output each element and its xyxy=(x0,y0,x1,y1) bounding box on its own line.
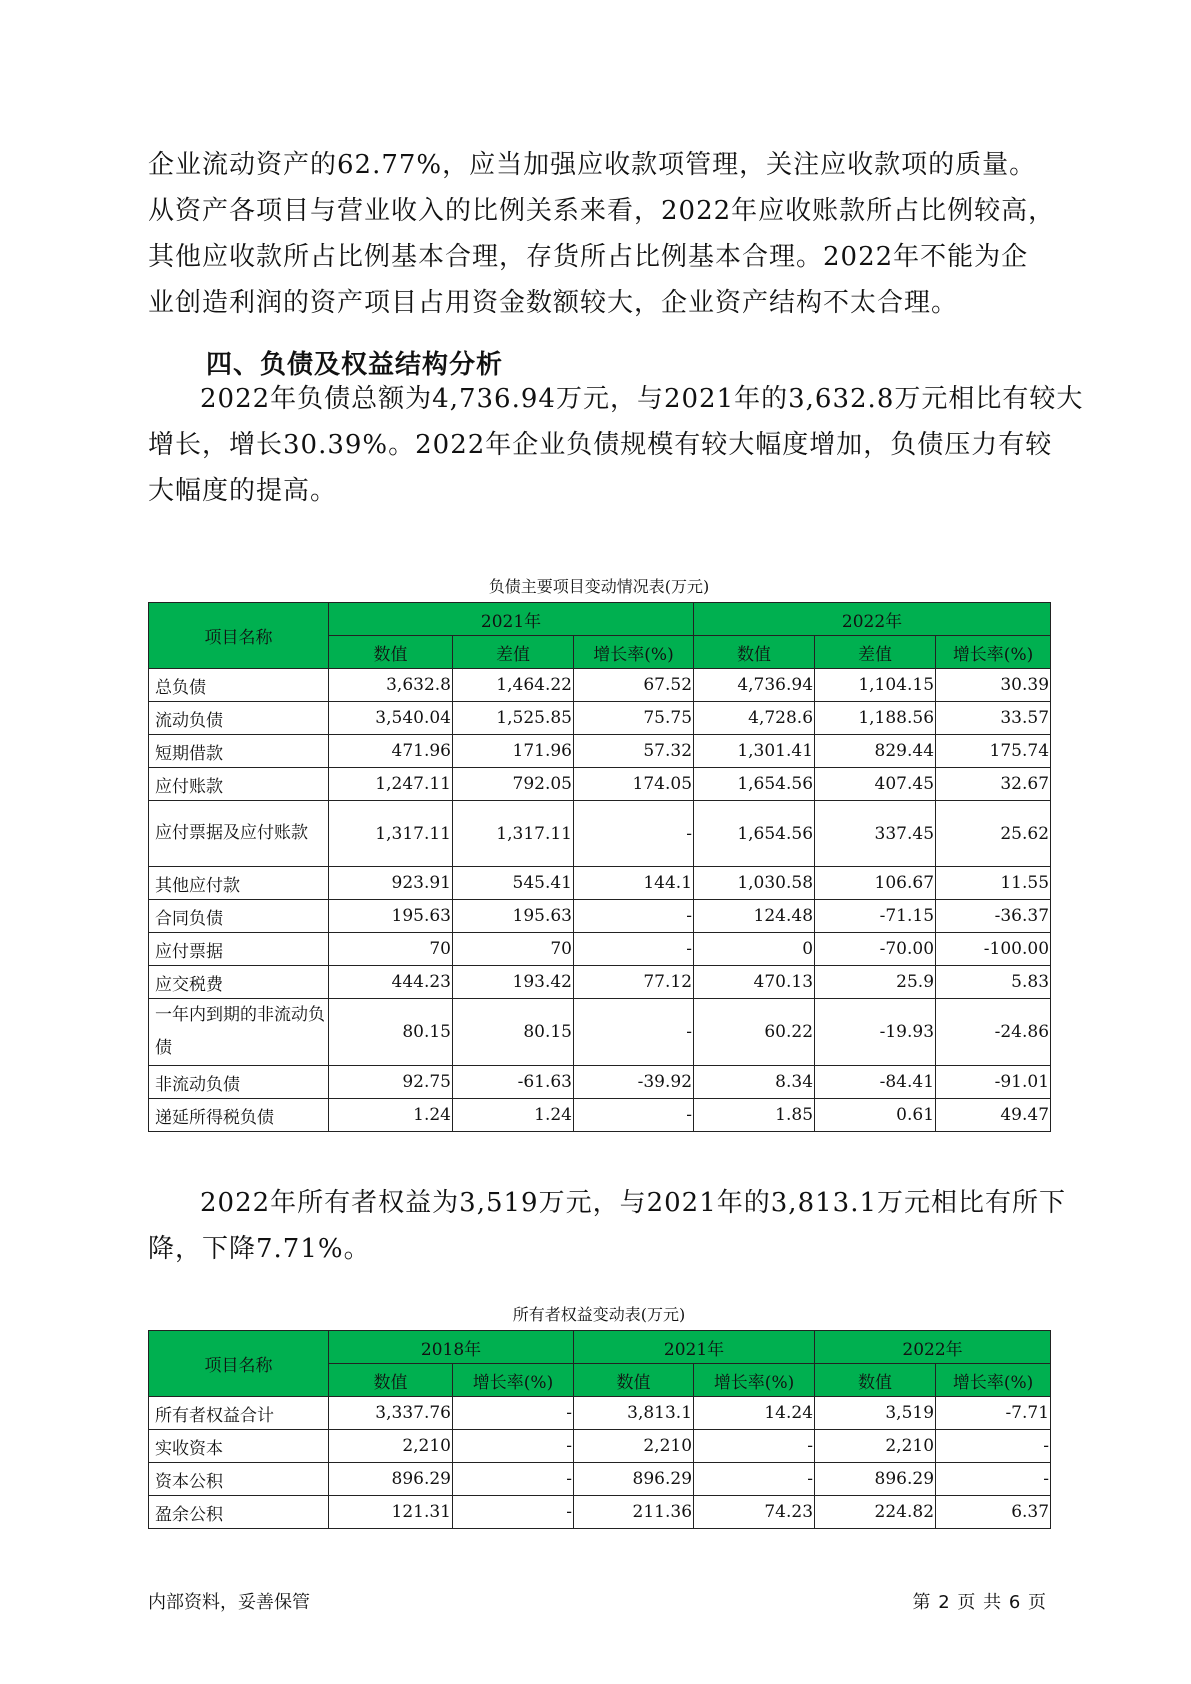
table-cell: 1,030.58 xyxy=(694,867,815,900)
table-cell: 0.61 xyxy=(815,1099,936,1132)
table-cell: 49.47 xyxy=(936,1099,1051,1132)
table-cell: 3,519 xyxy=(815,1397,936,1430)
table-cell: 3,813.1 xyxy=(574,1397,694,1430)
table-cell: 25.62 xyxy=(936,801,1051,867)
table-row xyxy=(149,1463,1051,1496)
table-cell: - xyxy=(574,801,694,867)
table-cell: 3,632.8 xyxy=(329,669,453,702)
paragraph-line: 其他应收款所占比例基本合理，存货所占比例基本合理。2022年不能为企 xyxy=(148,242,1029,272)
table-cell: 60.22 xyxy=(694,999,815,1066)
table-cell: 3,337.76 xyxy=(329,1397,453,1430)
row-label: 应付票据及应付账款 xyxy=(149,801,329,867)
table-cell: 70 xyxy=(453,933,574,966)
liability-table-caption: 负债主要项目变动情况表(万元) xyxy=(488,577,710,596)
table-cell: 4,728.6 xyxy=(694,702,815,735)
paragraph-line: 大幅度的提高。 xyxy=(148,476,338,506)
table-cell: 195.63 xyxy=(329,900,453,933)
table-cell: 80.15 xyxy=(329,999,453,1066)
table-cell: 193.42 xyxy=(453,966,574,999)
row-label: 递延所得税负债 xyxy=(149,1099,329,1132)
table-cell: - xyxy=(574,1099,694,1132)
table-cell: - xyxy=(694,1430,815,1463)
paragraph-line: 2022年所有者权益为3,519万元，与2021年的3,813.1万元相比有所下 xyxy=(200,1188,1067,1218)
table-cell: 407.45 xyxy=(815,768,936,801)
table-cell: 1,188.56 xyxy=(815,702,936,735)
table-row xyxy=(149,669,1051,702)
year-header: 2022年 xyxy=(815,1331,1051,1364)
liability-table xyxy=(148,602,1051,1132)
paragraph-line: 增长，增长30.39%。2022年企业负债规模有较大幅度增加，负债压力有较 xyxy=(148,430,1053,460)
paragraph-line: 2022年负债总额为4,736.94万元，与2021年的3,632.8万元相比有较大 xyxy=(200,384,1084,414)
row-label: 总负债 xyxy=(149,669,329,702)
table-cell: 175.74 xyxy=(936,735,1051,768)
table-cell: 30.39 xyxy=(936,669,1051,702)
table-cell: 444.23 xyxy=(329,966,453,999)
table-cell: 57.32 xyxy=(574,735,694,768)
table-cell: 1.24 xyxy=(329,1099,453,1132)
table-cell: 32.67 xyxy=(936,768,1051,801)
table-cell: 471.96 xyxy=(329,735,453,768)
column-header: 数值 xyxy=(815,1364,936,1397)
table-cell: -84.41 xyxy=(815,1066,936,1099)
table-cell: 92.75 xyxy=(329,1066,453,1099)
table-cell: 896.29 xyxy=(574,1463,694,1496)
table-row xyxy=(149,1066,1051,1099)
table-cell: 33.57 xyxy=(936,702,1051,735)
table-cell: 74.23 xyxy=(694,1496,815,1529)
table-cell: 75.75 xyxy=(574,702,694,735)
paragraph-line: 降，下降7.71%。 xyxy=(148,1234,371,1264)
table-cell: - xyxy=(936,1463,1051,1496)
table-cell: 67.52 xyxy=(574,669,694,702)
table-cell: - xyxy=(453,1463,574,1496)
table-cell: 4,736.94 xyxy=(694,669,815,702)
table-row xyxy=(149,867,1051,900)
column-header: 增长率(%) xyxy=(574,636,694,669)
table-cell: 337.45 xyxy=(815,801,936,867)
column-header: 差值 xyxy=(815,636,936,669)
table-cell: 121.31 xyxy=(329,1496,453,1529)
table-cell: 224.82 xyxy=(815,1496,936,1529)
table-row xyxy=(149,1430,1051,1463)
year-header: 2018年 xyxy=(329,1331,574,1364)
paragraph-line: 企业流动资产的62.77%，应当加强应收款项管理，关注应收款项的质量。 xyxy=(148,150,1037,180)
row-label: 所有者权益合计 xyxy=(149,1397,329,1430)
table-cell: - xyxy=(574,900,694,933)
column-header: 增长率(%) xyxy=(936,636,1051,669)
row-label: 应交税费 xyxy=(149,966,329,999)
table-cell: 896.29 xyxy=(815,1463,936,1496)
row-label: 应付票据 xyxy=(149,933,329,966)
paragraph-line: 业创造利润的资产项目占用资金数额较大，企业资产结构不太合理。 xyxy=(148,288,959,318)
table-cell: 1,525.85 xyxy=(453,702,574,735)
table-cell: 1,654.56 xyxy=(694,801,815,867)
footer-confidential-note: 内部资料，妥善保管 xyxy=(148,1592,310,1613)
table-cell: 5.83 xyxy=(936,966,1051,999)
row-label: 一年内到期的非流动负债 xyxy=(149,999,329,1066)
row-label: 实收资本 xyxy=(149,1430,329,1463)
table-cell: 1,654.56 xyxy=(694,768,815,801)
table-cell: 1,317.11 xyxy=(329,801,453,867)
table-row xyxy=(149,801,1051,867)
table-cell: -24.86 xyxy=(936,999,1051,1066)
row-label: 短期借款 xyxy=(149,735,329,768)
table-row xyxy=(149,999,1051,1066)
table-row xyxy=(149,1397,1051,1430)
column-header: 增长率(%) xyxy=(694,1364,815,1397)
table-cell: 2,210 xyxy=(329,1430,453,1463)
table-cell: 896.29 xyxy=(329,1463,453,1496)
row-label: 应付账款 xyxy=(149,768,329,801)
table-row xyxy=(149,702,1051,735)
column-header: 数值 xyxy=(574,1364,694,1397)
table-cell: - xyxy=(574,933,694,966)
liability-paragraph xyxy=(148,376,1084,514)
table-cell: 144.1 xyxy=(574,867,694,900)
table-cell: 0 xyxy=(694,933,815,966)
table-cell: 1,247.11 xyxy=(329,768,453,801)
table-cell: 1.24 xyxy=(453,1099,574,1132)
table-row xyxy=(149,768,1051,801)
table-cell: 1,104.15 xyxy=(815,669,936,702)
table-cell: 174.05 xyxy=(574,768,694,801)
row-label: 非流动负债 xyxy=(149,1066,329,1099)
table-cell: 80.15 xyxy=(453,999,574,1066)
row-label: 盈余公积 xyxy=(149,1496,329,1529)
table-cell: 106.67 xyxy=(815,867,936,900)
column-header: 增长率(%) xyxy=(453,1364,574,1397)
table-cell: 124.48 xyxy=(694,900,815,933)
table-cell: 1.85 xyxy=(694,1099,815,1132)
table-cell: - xyxy=(574,999,694,1066)
year-header: 2021年 xyxy=(574,1331,815,1364)
table-cell: -70.00 xyxy=(815,933,936,966)
table-row xyxy=(149,1099,1051,1132)
column-header: 数值 xyxy=(694,636,815,669)
item-name-header: 项目名称 xyxy=(149,1331,329,1397)
table-cell: 2,210 xyxy=(574,1430,694,1463)
table-cell: -36.37 xyxy=(936,900,1051,933)
table-cell: 923.91 xyxy=(329,867,453,900)
table-cell: 6.37 xyxy=(936,1496,1051,1529)
paragraph-line: 从资产各项目与营业收入的比例关系来看，2022年应收账款所占比例较高， xyxy=(148,196,1056,226)
section-heading: 四、负债及权益结构分析 xyxy=(206,350,504,380)
row-label: 合同负债 xyxy=(149,900,329,933)
table-cell: 1,464.22 xyxy=(453,669,574,702)
row-label: 流动负债 xyxy=(149,702,329,735)
table-cell: 3,540.04 xyxy=(329,702,453,735)
column-header: 数值 xyxy=(329,636,453,669)
column-header: 差值 xyxy=(453,636,574,669)
table-cell: 545.41 xyxy=(453,867,574,900)
table-cell: -39.92 xyxy=(574,1066,694,1099)
table-row xyxy=(149,933,1051,966)
table-cell: 2,210 xyxy=(815,1430,936,1463)
table-cell: -19.93 xyxy=(815,999,936,1066)
table-row xyxy=(149,966,1051,999)
table-cell: 195.63 xyxy=(453,900,574,933)
table-cell: 70 xyxy=(329,933,453,966)
table-cell: 11.55 xyxy=(936,867,1051,900)
table-cell: 1,301.41 xyxy=(694,735,815,768)
footer-page-number: 第 2 页 共 6 页 xyxy=(912,1592,1047,1613)
table-row xyxy=(149,900,1051,933)
table-cell: -71.15 xyxy=(815,900,936,933)
year-header: 2022年 xyxy=(694,603,1051,636)
row-label: 其他应付款 xyxy=(149,867,329,900)
intro-paragraph xyxy=(148,142,1056,326)
table-cell: 470.13 xyxy=(694,966,815,999)
table-cell: -7.71 xyxy=(936,1397,1051,1430)
table-cell: 211.36 xyxy=(574,1496,694,1529)
table-cell: - xyxy=(694,1463,815,1496)
table-cell: 792.05 xyxy=(453,768,574,801)
table-cell: 171.96 xyxy=(453,735,574,768)
table-cell: - xyxy=(453,1496,574,1529)
row-label: 资本公积 xyxy=(149,1463,329,1496)
year-header: 2021年 xyxy=(329,603,694,636)
table-cell: - xyxy=(453,1397,574,1430)
column-header: 数值 xyxy=(329,1364,453,1397)
table-cell: 1,317.11 xyxy=(453,801,574,867)
table-cell: -100.00 xyxy=(936,933,1051,966)
table-cell: - xyxy=(453,1430,574,1463)
table-cell: 25.9 xyxy=(815,966,936,999)
table-cell: 14.24 xyxy=(694,1397,815,1430)
item-name-header: 项目名称 xyxy=(149,603,329,669)
equity-table xyxy=(148,1330,1051,1529)
equity-paragraph xyxy=(148,1180,1067,1272)
equity-table-caption: 所有者权益变动表(万元) xyxy=(512,1305,686,1324)
table-row xyxy=(149,735,1051,768)
table-row xyxy=(149,1496,1051,1529)
column-header: 增长率(%) xyxy=(936,1364,1051,1397)
table-cell: - xyxy=(936,1430,1051,1463)
table-cell: 77.12 xyxy=(574,966,694,999)
table-cell: -61.63 xyxy=(453,1066,574,1099)
table-cell: 829.44 xyxy=(815,735,936,768)
table-cell: 8.34 xyxy=(694,1066,815,1099)
table-cell: -91.01 xyxy=(936,1066,1051,1099)
